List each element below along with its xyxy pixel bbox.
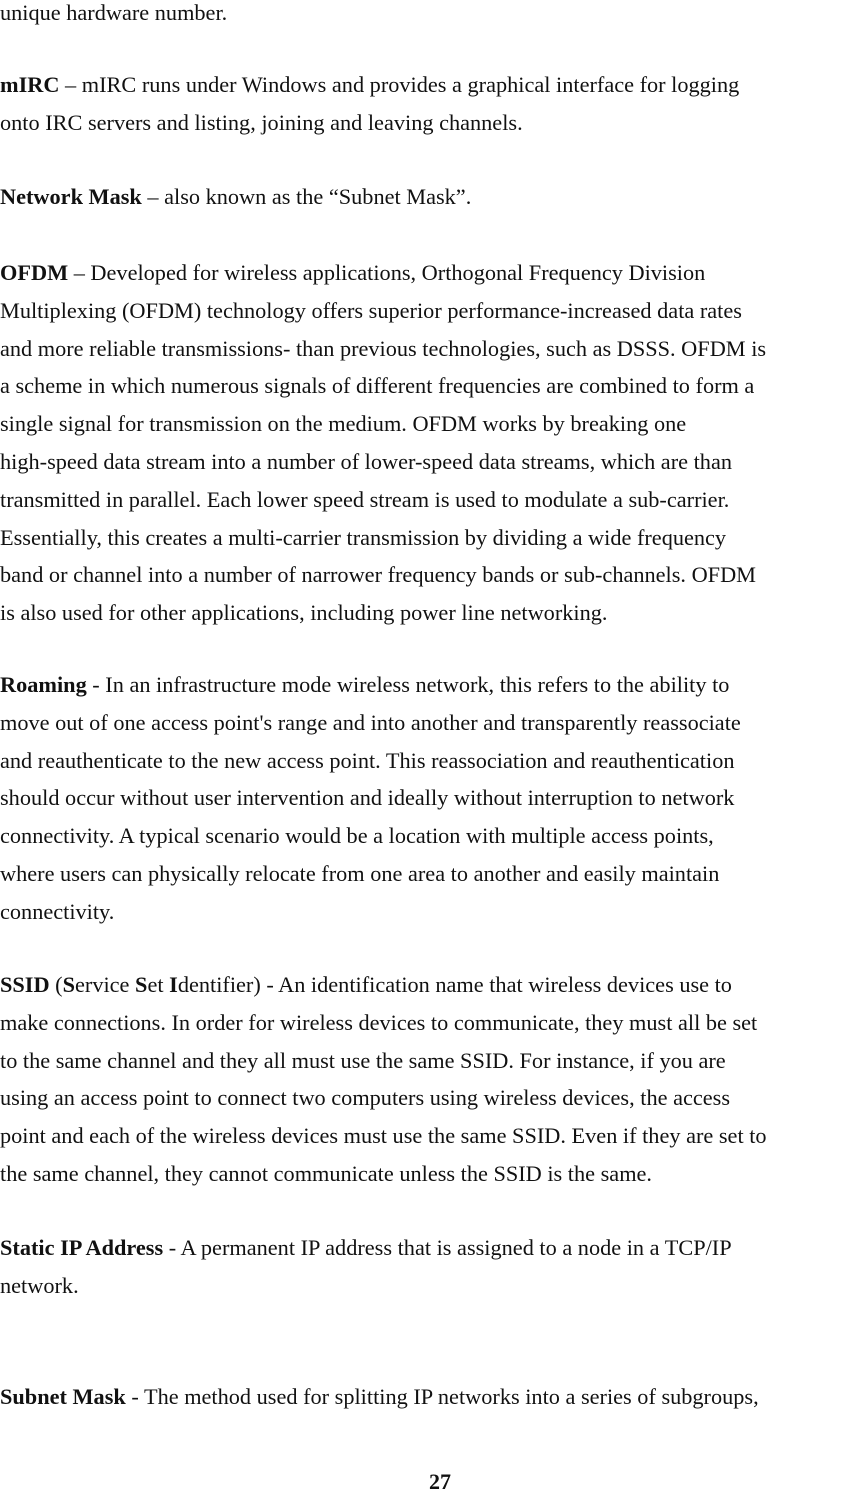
ofdm-line-5: single signal for transmission on the medium. OFDM works by breaking one (0, 411, 687, 437)
ofdm-entry (0, 254, 858, 632)
ssid-term: SSID (0, 972, 50, 997)
intro-line: unique hardware number. (0, 0, 228, 25)
ofdm-term: OFDM (0, 260, 69, 285)
roaming-line-2: move out of one access point's range and into another and transparently reassociate (0, 709, 741, 735)
roaming-line-6: where users can physically relocate from one area to another and easily maintain (0, 860, 720, 886)
roaming-line-4: should occur without user intervention and ideally without interruption to network (0, 785, 735, 811)
roaming-entry (0, 666, 858, 931)
roaming-line-7: connectivity. (0, 898, 115, 924)
ofdm-line-3: and more reliable transmissions- than previous technologies, such as DSSS. OFDM is (0, 335, 767, 361)
roaming-line-3: and reauthenticate to the new access point. This reassociation and reauthentication (0, 747, 735, 773)
mirc-line-1: mIRC – mIRC runs under Windows and provides a graphical interface for logging (0, 72, 740, 97)
static-ip-entry (0, 1229, 858, 1305)
mirc-term: mIRC (0, 72, 60, 97)
network-mask-term: Network Mask (0, 184, 142, 209)
network-mask-line: Network Mask – also known as the “Subnet Mask”. (0, 184, 472, 209)
static-ip-line-2: network. (0, 1272, 79, 1298)
ofdm-line-7: transmitted in parallel. Each lower speed stream is used to modulate a sub-carrier. (0, 486, 730, 512)
roaming-line-1: Roaming - In an infrastructure mode wireless network, this refers to the ability to (0, 672, 730, 697)
ofdm-line-9: band or channel into a number of narrower frequency bands or sub-channels. OFDM (0, 562, 757, 588)
page-number: 27 (429, 1469, 451, 1494)
ofdm-line-1: OFDM – Developed for wireless applications, Orthogonal Frequency Division (0, 260, 706, 285)
subnet-mask-entry (0, 1378, 858, 1416)
subnet-mask-term: Subnet Mask (0, 1384, 126, 1409)
ssid-line-6: the same channel, they cannot communicate unless the SSID is the same. (0, 1160, 653, 1186)
static-ip-line-1: Static IP Address - A permanent IP address that is assigned to a node in a TCP/IP (0, 1235, 732, 1260)
ssid-line-4: using an access point to connect two computers using wireless devices, the access (0, 1085, 731, 1111)
intro-paragraph (0, 0, 858, 32)
ofdm-line-10: is also used for other applications, including power line networking. (0, 600, 608, 626)
subnet-mask-line: Subnet Mask - The method used for splitting IP networks into a series of subgroups, (0, 1384, 759, 1409)
network-mask-entry (0, 178, 858, 216)
ofdm-line-2: Multiplexing (OFDM) technology offers superior performance-increased data rates (0, 297, 742, 323)
ofdm-line-6: high-speed data stream into a number of lower-speed data streams, which are than (0, 448, 732, 474)
roaming-term: Roaming (0, 672, 87, 697)
ssid-line-2: make connections. In order for wireless devices to communicate, they must all be set (0, 1009, 758, 1035)
ssid-line-1: SSID (Service Set Identifier) - An identification name that wireless devices use to (0, 972, 732, 997)
ofdm-line-8: Essentially, this creates a multi-carrier transmission by dividing a wide frequency (0, 524, 727, 550)
static-ip-term: Static IP Address (0, 1235, 164, 1260)
mirc-line-2: onto IRC servers and listing, joining and leaving channels. (0, 109, 523, 135)
ssid-line-5: point and each of the wireless devices must use the same SSID. Even if they are set to (0, 1123, 767, 1149)
ssid-entry (0, 966, 858, 1193)
ofdm-line-4: a scheme in which numerous signals of different frequencies are combined to form a (0, 373, 755, 399)
roaming-line-5: connectivity. A typical scenario would be a location with multiple access points, (0, 823, 714, 849)
mirc-entry (0, 66, 858, 142)
ssid-line-3: to the same channel and they all must use the same SSID. For instance, if you are (0, 1047, 726, 1073)
